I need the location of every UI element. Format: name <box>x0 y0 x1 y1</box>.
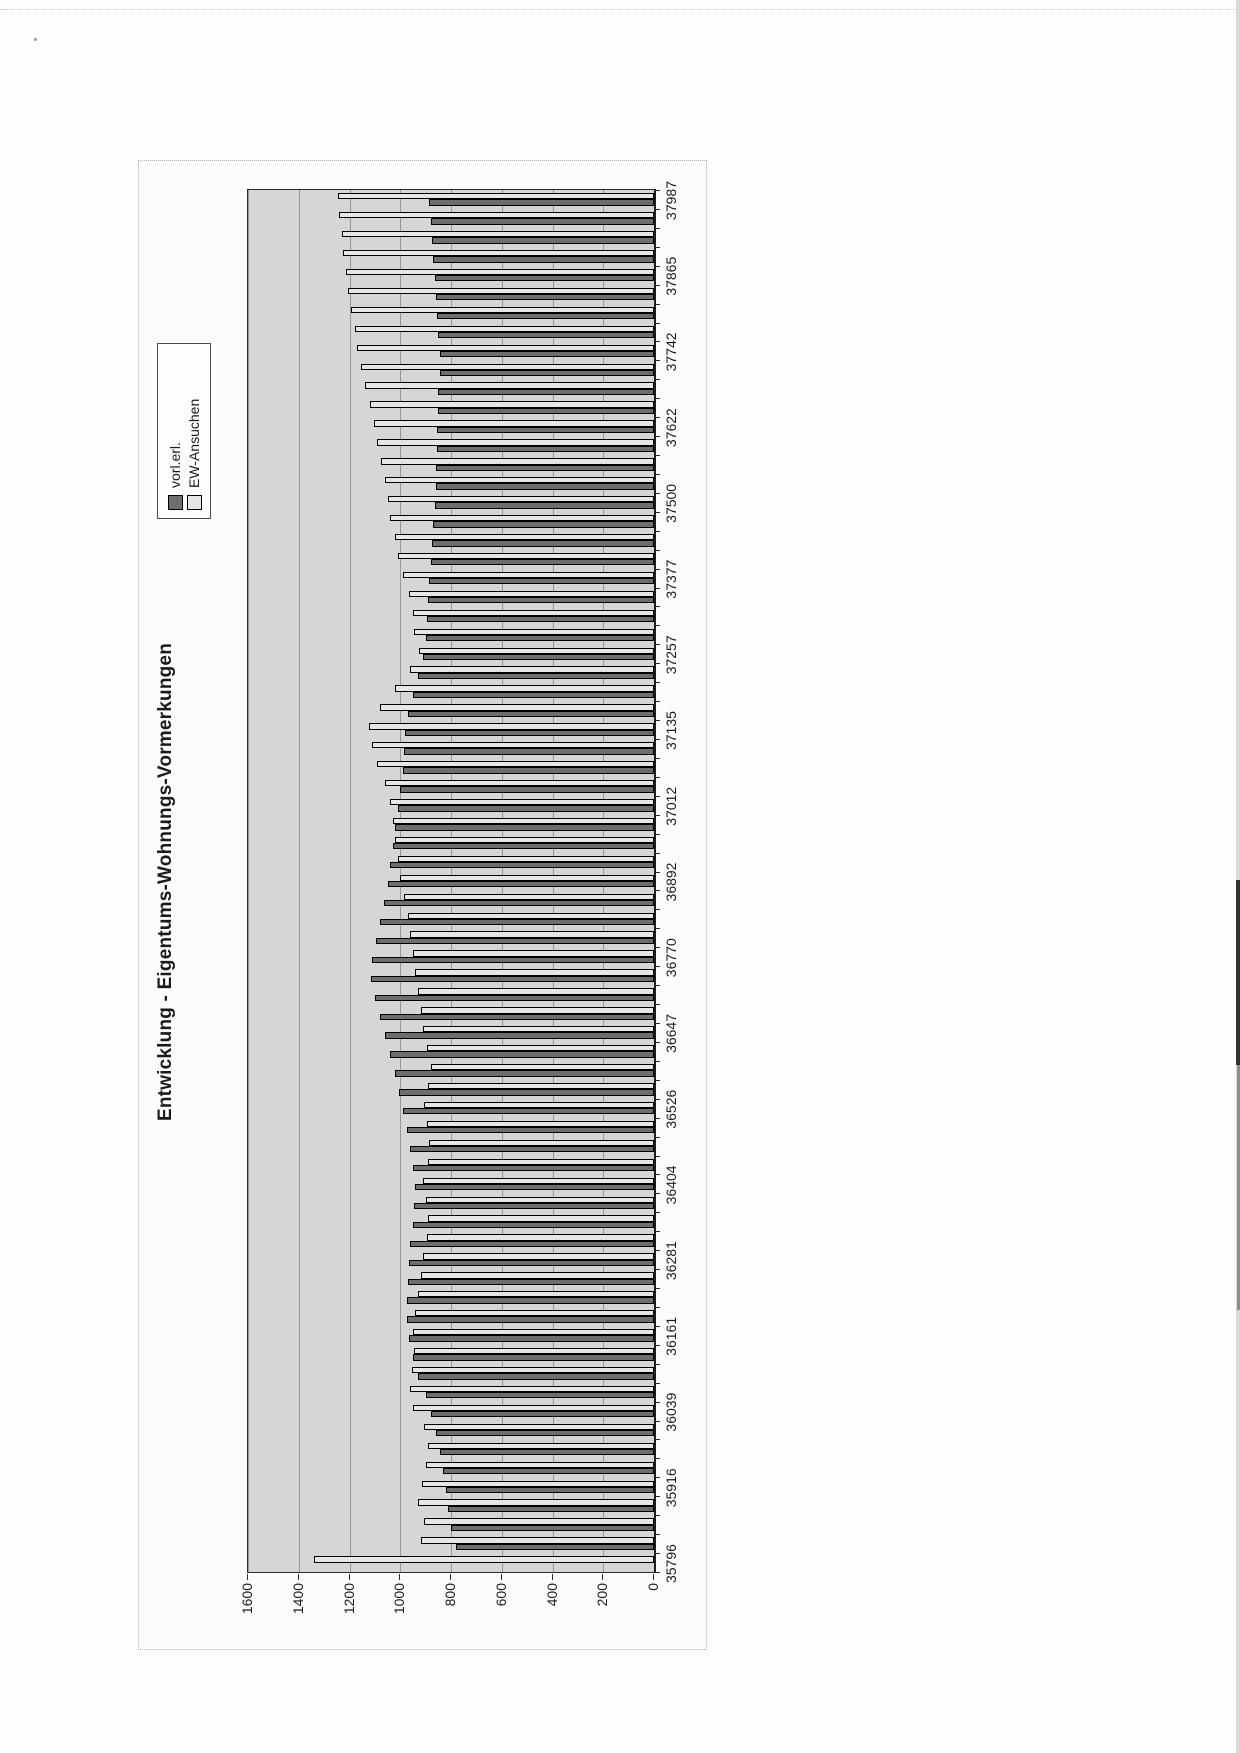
category-axis-label: 37742 <box>663 332 679 372</box>
category-axis-label: 36770 <box>663 938 679 978</box>
category-axis-label: 37865 <box>663 256 679 296</box>
bar-vorl-erl <box>372 957 654 963</box>
bar-vorl-erl <box>408 711 654 717</box>
category-axis-label: 36039 <box>663 1392 679 1432</box>
category-axis-tick <box>655 1307 660 1308</box>
gridline <box>299 190 300 1572</box>
value-axis-label: 1600 <box>239 1583 255 1615</box>
legend-item-ew-ansuchen <box>186 352 202 510</box>
bar-ew-ansuchen <box>428 1159 654 1165</box>
bar-vorl-erl <box>390 862 654 868</box>
category-axis-tick <box>655 1099 660 1100</box>
bar-ew-ansuchen <box>377 761 654 767</box>
bar-vorl-erl <box>390 1051 654 1057</box>
bar-ew-ansuchen <box>314 1556 654 1562</box>
category-axis-tick <box>655 1421 660 1422</box>
legend-item-vorl-erl <box>167 352 183 510</box>
category-axis-tick <box>655 1345 660 1346</box>
bar-ew-ansuchen <box>410 932 654 938</box>
category-axis-tick <box>655 815 660 816</box>
bar-ew-ansuchen <box>414 1348 654 1354</box>
bar-ew-ansuchen <box>390 515 654 521</box>
bar-ew-ansuchen <box>428 1083 654 1089</box>
bar-vorl-erl <box>408 1279 654 1285</box>
bar-ew-ansuchen <box>338 193 654 199</box>
category-axis-tick <box>655 1080 660 1081</box>
category-axis-tick <box>655 1383 660 1384</box>
value-axis-tick <box>450 1574 451 1580</box>
bar-ew-ansuchen <box>380 704 654 710</box>
rotated-chart <box>139 161 706 1649</box>
category-axis-tick <box>655 1326 660 1327</box>
bar-vorl-erl <box>375 995 654 1001</box>
category-axis-tick <box>655 890 660 891</box>
value-axis-label: 1200 <box>340 1583 357 1615</box>
bar-vorl-erl <box>398 805 654 811</box>
category-axis-label: 36281 <box>663 1241 679 1281</box>
bar-ew-ansuchen <box>423 1026 654 1032</box>
bar-ew-ansuchen <box>400 875 654 881</box>
bar-ew-ansuchen <box>424 1102 654 1108</box>
category-axis-tick <box>655 758 660 759</box>
bar-ew-ansuchen <box>412 1367 654 1373</box>
bar-ew-ansuchen <box>398 856 654 862</box>
bar-vorl-erl <box>429 199 654 205</box>
category-axis-label: 37987 <box>663 181 679 220</box>
category-axis-tick <box>655 1118 660 1119</box>
category-axis-label: 37257 <box>663 635 679 675</box>
bar-vorl-erl <box>435 502 654 508</box>
bar-vorl-erl <box>393 843 654 849</box>
bar-vorl-erl <box>409 1260 654 1266</box>
value-axis-label: 600 <box>492 1583 509 1607</box>
bar-ew-ansuchen <box>418 1291 654 1297</box>
bar-vorl-erl <box>399 1089 654 1095</box>
category-axis-tick <box>655 228 660 229</box>
bar-ew-ansuchen <box>385 477 654 483</box>
bar-vorl-erl <box>431 218 654 224</box>
legend-label: vorl.erl. <box>167 442 183 488</box>
bar-ew-ansuchen <box>428 1215 654 1221</box>
bar-vorl-erl <box>407 1127 654 1133</box>
bar-ew-ansuchen <box>370 401 654 407</box>
category-axis-tick <box>655 834 660 835</box>
bar-vorl-erl <box>443 1468 654 1474</box>
bar-ew-ansuchen <box>426 1197 654 1203</box>
bar-vorl-erl <box>438 332 654 338</box>
category-axis-tick <box>655 928 660 929</box>
value-axis-label: 0 <box>645 1583 661 1591</box>
bar-vorl-erl <box>432 237 654 243</box>
bar-ew-ansuchen <box>419 648 654 654</box>
category-axis-tick <box>655 379 660 380</box>
category-axis-label: 37012 <box>663 786 679 826</box>
category-axis-tick <box>655 190 660 191</box>
bar-vorl-erl <box>431 559 654 565</box>
bar-vorl-erl <box>413 1165 654 1171</box>
bar-vorl-erl <box>438 408 654 414</box>
category-axis-tick <box>655 550 660 551</box>
category-axis-tick <box>655 493 660 494</box>
bar-ew-ansuchen <box>413 1329 654 1335</box>
bar-ew-ansuchen <box>431 1064 654 1070</box>
category-axis-tick <box>655 1477 660 1478</box>
category-axis-tick <box>655 588 660 589</box>
bar-vorl-erl <box>415 1184 654 1190</box>
bar-vorl-erl <box>456 1544 654 1550</box>
bar-vorl-erl <box>410 1146 654 1152</box>
bar-ew-ansuchen <box>418 988 654 994</box>
bar-ew-ansuchen <box>415 1310 654 1316</box>
bar-ew-ansuchen <box>429 1140 654 1146</box>
bar-ew-ansuchen <box>413 950 654 956</box>
plot-area <box>247 189 656 1573</box>
bar-ew-ansuchen <box>342 231 654 237</box>
category-axis-tick <box>655 625 660 626</box>
category-axis-tick <box>655 796 660 797</box>
category-axis-tick <box>655 720 660 721</box>
category-axis-tick <box>655 644 660 645</box>
bar-vorl-erl <box>448 1506 654 1512</box>
bar-ew-ansuchen <box>426 1462 654 1468</box>
category-axis-tick <box>655 1269 660 1270</box>
category-axis-tick <box>655 1572 660 1573</box>
bar-ew-ansuchen <box>404 894 654 900</box>
bar-vorl-erl <box>426 635 654 641</box>
category-axis-label: 35796 <box>663 1544 679 1584</box>
scan-artifact-dot <box>34 38 37 41</box>
bar-ew-ansuchen <box>374 420 654 426</box>
bar-vorl-erl <box>428 597 654 603</box>
bar-ew-ansuchen <box>365 382 654 388</box>
category-axis-tick <box>655 1250 660 1251</box>
bar-ew-ansuchen <box>427 1234 654 1240</box>
category-axis-tick <box>655 1288 660 1289</box>
bar-vorl-erl <box>446 1487 654 1493</box>
bar-vorl-erl <box>436 483 654 489</box>
category-axis-tick <box>655 1174 660 1175</box>
category-axis-tick <box>655 872 660 873</box>
bar-vorl-erl <box>440 370 654 376</box>
category-axis-tick <box>655 1023 660 1024</box>
bar-vorl-erl <box>440 1449 654 1455</box>
bar-vorl-erl <box>451 1525 654 1531</box>
bar-vorl-erl <box>429 578 654 584</box>
bar-ew-ansuchen <box>381 458 654 464</box>
bar-vorl-erl <box>437 427 654 433</box>
bar-vorl-erl <box>414 1203 654 1209</box>
category-axis-label: 36892 <box>663 862 679 902</box>
bar-ew-ansuchen <box>414 629 654 635</box>
bar-vorl-erl <box>405 730 654 736</box>
bar-ew-ansuchen <box>377 439 654 445</box>
bar-ew-ansuchen <box>424 1518 654 1524</box>
value-axis-tick <box>399 1574 400 1580</box>
category-axis-label: 36526 <box>663 1089 679 1129</box>
bar-vorl-erl <box>403 1108 654 1114</box>
category-axis-tick <box>655 1553 660 1554</box>
bar-ew-ansuchen <box>428 1443 654 1449</box>
value-axis-label: 400 <box>543 1583 560 1607</box>
category-axis-tick <box>655 1458 660 1459</box>
category-axis-tick <box>655 777 660 778</box>
bar-vorl-erl <box>385 1032 654 1038</box>
bar-vorl-erl <box>426 1392 654 1398</box>
bar-ew-ansuchen <box>395 534 654 540</box>
category-axis-tick <box>655 1534 660 1535</box>
bar-vorl-erl <box>407 1316 654 1322</box>
category-axis-tick <box>655 436 660 437</box>
bar-ew-ansuchen <box>385 780 654 786</box>
bar-ew-ansuchen <box>410 1386 654 1392</box>
category-axis-tick <box>655 474 660 475</box>
category-axis-tick <box>655 1193 660 1194</box>
bar-ew-ansuchen <box>348 288 654 294</box>
category-axis-tick <box>655 360 660 361</box>
bar-ew-ansuchen <box>403 572 654 578</box>
bar-ew-ansuchen <box>415 969 654 975</box>
bar-ew-ansuchen <box>408 913 654 919</box>
bar-ew-ansuchen <box>410 666 654 672</box>
bar-vorl-erl <box>409 1335 654 1341</box>
bar-ew-ansuchen <box>355 326 654 332</box>
category-axis-tick <box>655 663 660 664</box>
category-axis-tick <box>655 909 660 910</box>
category-axis-tick <box>655 701 660 702</box>
chart-legend <box>157 343 211 519</box>
bar-vorl-erl <box>437 313 654 319</box>
bar-ew-ansuchen <box>357 345 654 351</box>
bar-ew-ansuchen <box>361 364 654 370</box>
category-axis-tick <box>655 1042 660 1043</box>
category-axis-tick <box>655 607 660 608</box>
bar-vorl-erl <box>418 1373 654 1379</box>
bar-ew-ansuchen <box>424 1424 654 1430</box>
value-axis-tick <box>552 1574 553 1580</box>
bar-vorl-erl <box>432 540 654 546</box>
bar-ew-ansuchen <box>388 496 654 502</box>
category-axis-tick <box>655 247 660 248</box>
gridline <box>350 190 351 1572</box>
legend-label: EW-Ansuchen <box>186 398 202 488</box>
scan-artifact-top-line <box>0 9 1240 10</box>
bar-ew-ansuchen <box>423 1253 654 1259</box>
category-axis-tick <box>655 455 660 456</box>
bar-vorl-erl <box>413 1222 654 1228</box>
bar-vorl-erl <box>376 938 654 944</box>
category-axis-label: 36647 <box>663 1013 679 1053</box>
legend-swatch-light <box>187 495 202 510</box>
bar-vorl-erl <box>384 900 654 906</box>
value-axis-tick <box>501 1574 502 1580</box>
value-axis-label: 1400 <box>289 1583 306 1615</box>
bar-vorl-erl <box>395 1070 654 1076</box>
value-axis-tick <box>247 1574 248 1580</box>
bar-vorl-erl <box>437 446 654 452</box>
category-axis-label: 35916 <box>663 1468 679 1508</box>
category-axis-tick <box>655 1439 660 1440</box>
category-axis-label: 36161 <box>663 1316 679 1356</box>
category-axis-label: 37500 <box>663 483 679 523</box>
bar-vorl-erl <box>403 767 654 773</box>
category-axis-tick <box>655 1061 660 1062</box>
bar-ew-ansuchen <box>346 269 654 275</box>
category-axis-label: 36404 <box>663 1165 679 1205</box>
bar-ew-ansuchen <box>421 1272 654 1278</box>
bar-ew-ansuchen <box>369 723 654 729</box>
bar-vorl-erl <box>438 389 654 395</box>
category-axis-tick <box>655 569 660 570</box>
bar-vorl-erl <box>436 1430 654 1436</box>
category-axis-tick <box>655 1496 660 1497</box>
bar-vorl-erl <box>418 673 654 679</box>
value-axis-label: 1000 <box>391 1583 408 1615</box>
bar-vorl-erl <box>436 294 654 300</box>
bar-vorl-erl <box>395 824 654 830</box>
bar-vorl-erl <box>380 919 654 925</box>
bar-ew-ansuchen <box>421 1007 654 1013</box>
category-axis-tick <box>655 853 660 854</box>
category-axis-tick <box>655 1231 660 1232</box>
value-axis-tick <box>653 1574 654 1580</box>
category-axis-label: 37377 <box>663 559 679 599</box>
scan-artifact-edge-mark <box>1236 880 1240 1065</box>
bar-ew-ansuchen <box>343 250 654 256</box>
bar-ew-ansuchen <box>413 610 654 616</box>
category-axis-tick <box>655 1004 660 1005</box>
category-axis-tick <box>655 966 660 967</box>
bar-ew-ansuchen <box>423 1178 654 1184</box>
value-axis-tick <box>349 1574 350 1580</box>
category-axis-tick <box>655 266 660 267</box>
bar-ew-ansuchen <box>351 307 654 313</box>
bar-ew-ansuchen <box>372 742 654 748</box>
category-axis-tick <box>655 1156 660 1157</box>
bar-ew-ansuchen <box>395 685 654 691</box>
bar-vorl-erl <box>413 1354 654 1360</box>
bar-vorl-erl <box>433 256 654 262</box>
bar-vorl-erl <box>436 465 654 471</box>
bar-vorl-erl <box>433 521 654 527</box>
chart-frame <box>138 160 707 1650</box>
bar-ew-ansuchen <box>339 212 654 218</box>
category-axis-tick <box>655 341 660 342</box>
category-axis-tick <box>655 323 660 324</box>
category-axis-tick <box>655 985 660 986</box>
bar-vorl-erl <box>371 976 654 982</box>
bar-vorl-erl <box>380 1014 654 1020</box>
bar-vorl-erl <box>435 275 654 281</box>
bar-vorl-erl <box>440 351 654 357</box>
chart-title: Entwicklung - Eigentums-Wohnungs-Vormerkungen <box>155 642 176 1122</box>
category-axis-tick <box>655 531 660 532</box>
bar-ew-ansuchen <box>427 1045 654 1051</box>
bar-ew-ansuchen <box>390 799 654 805</box>
category-axis-tick <box>655 682 660 683</box>
value-axis-label: 200 <box>594 1583 611 1607</box>
category-axis-tick <box>655 209 660 210</box>
bar-ew-ansuchen <box>422 1481 654 1487</box>
bar-vorl-erl <box>410 1241 654 1247</box>
category-axis-tick <box>655 512 660 513</box>
category-axis-tick <box>655 1515 660 1516</box>
bar-vorl-erl <box>413 692 654 698</box>
bar-ew-ansuchen <box>398 553 654 559</box>
category-axis-tick <box>655 1137 660 1138</box>
category-axis-tick <box>655 417 660 418</box>
category-axis-tick <box>655 739 660 740</box>
bar-ew-ansuchen <box>393 818 654 824</box>
category-axis-label: 37622 <box>663 408 679 448</box>
bar-ew-ansuchen <box>395 837 654 843</box>
value-axis-tick <box>602 1574 603 1580</box>
legend-swatch-dark <box>168 495 183 510</box>
category-axis-tick <box>655 304 660 305</box>
bar-ew-ansuchen <box>418 1499 654 1505</box>
scan-artifact-edge-strip <box>1236 0 1240 1753</box>
bar-vorl-erl <box>427 616 654 622</box>
bar-vorl-erl <box>407 1298 654 1304</box>
bar-ew-ansuchen <box>409 591 654 597</box>
value-axis-label: 800 <box>442 1583 458 1607</box>
category-axis-tick <box>655 398 660 399</box>
bar-vorl-erl <box>400 786 654 792</box>
category-axis-tick <box>655 1364 660 1365</box>
bar-vorl-erl <box>404 748 654 754</box>
value-axis-tick <box>298 1574 299 1580</box>
category-axis-label: 37135 <box>663 711 679 751</box>
category-axis-tick <box>655 1212 660 1213</box>
category-axis-tick <box>655 285 660 286</box>
bar-ew-ansuchen <box>421 1537 654 1543</box>
bar-ew-ansuchen <box>413 1405 654 1411</box>
bar-vorl-erl <box>388 881 654 887</box>
category-axis-tick <box>655 1402 660 1403</box>
bar-ew-ansuchen <box>427 1121 654 1127</box>
gridline <box>248 190 249 1572</box>
bar-vorl-erl <box>423 654 654 660</box>
category-axis-tick <box>655 947 660 948</box>
bar-vorl-erl <box>431 1411 654 1417</box>
